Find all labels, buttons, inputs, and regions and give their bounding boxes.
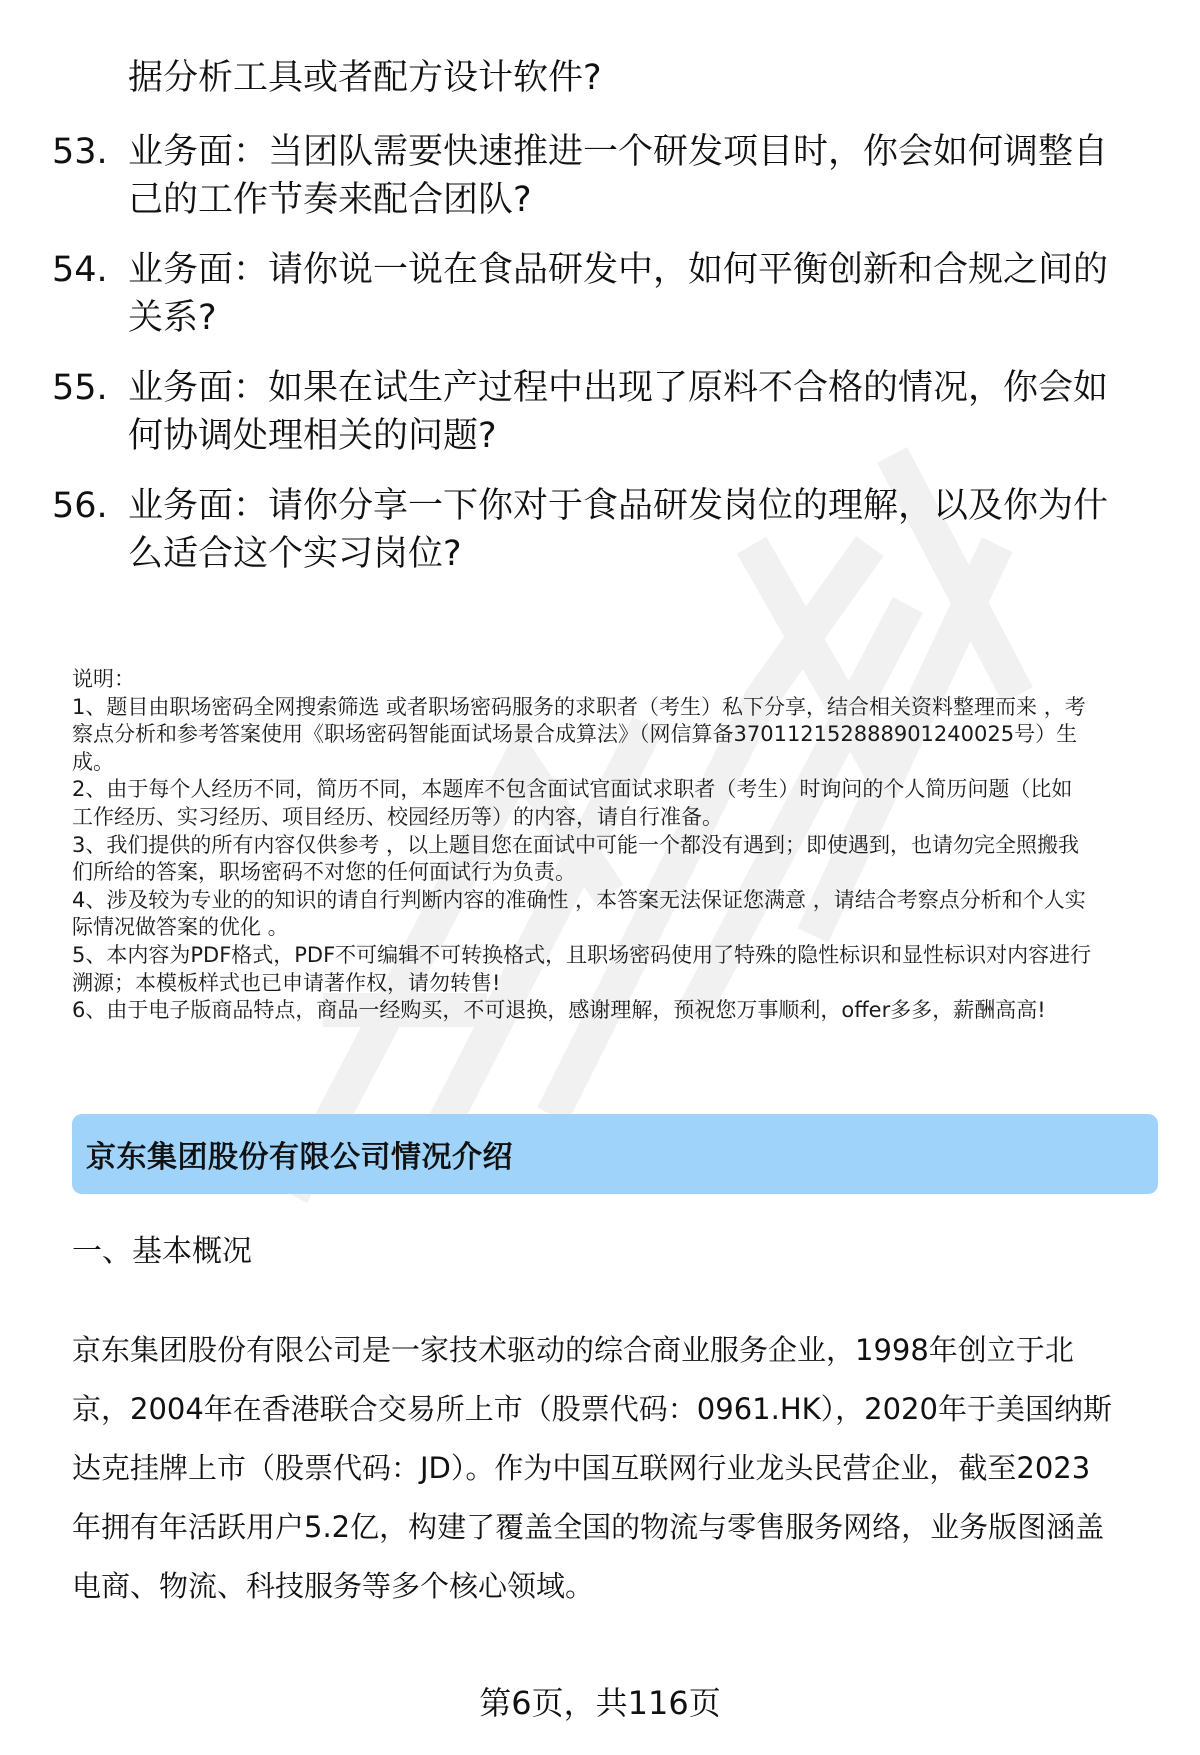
notes-line: 3、我们提供的所有内容仅供参考 ，以上题目您在面试中可能一个都没有遇到；即使遇到，也请勿完全照搬我 [72,832,1080,857]
notes-line: 工作经历、实习经历、项目经历、校园经历等）的内容，请自行准备。 [72,804,723,829]
question-number: 55. [52,368,108,408]
question-line: 业务面：请你分享一下你对于食品研发岗位的理解，以及你为什 [128,486,1109,526]
subheading-basic-overview: 一、基本概况 [72,1234,252,1269]
notes-title: 说明： [72,667,135,691]
paragraph-line: 京东集团股份有限公司是一家技术驱动的综合商业服务企业，1998年创立于北 [72,1333,1074,1367]
paragraph-line: 年拥有年活跃用户5.2亿，构建了覆盖全国的物流与零售服务网络，业务版图涵盖 [72,1510,1105,1544]
question-number: 54. [52,250,108,290]
company-overview-paragraph [72,1321,1162,1616]
question-line: 据分析工具或者配方设计软件? [128,58,602,98]
section-title: 京东集团股份有限公司情况介绍 [86,1140,513,1175]
paragraph-line: 京，2004年在香港联合交易所上市（股票代码：0961.HK），2020年于美国纳斯 [72,1392,1112,1426]
notes-line: 4、涉及较为专业的的知识的请自行判断内容的准确性 ，本答案无法保证您满意 ，请结合考察点分析和个人实 [72,887,1086,912]
page-number: 第6页，共116页 [479,1684,721,1722]
question-line: 业务面：请你说一说在食品研发中，如何平衡创新和合规之间的 [128,250,1109,290]
notes-line: 溯源；本模板样式也已申请著作权，请勿转售! [72,970,501,995]
paragraph-line: 电商、物流、科技服务等多个核心领域。 [72,1569,595,1603]
notes-line: 们所给的答案，职场密码不对您的任何面试行为负责。 [72,860,576,885]
question-number: 53. [52,132,108,172]
notes-line: 察点分析和参考答案使用《职场密码智能面试场景合成算法》（网信算备370112152888901240025号）生 [72,722,1078,747]
question-line: 业务面：当团队需要快速推进一个研发项目时，你会如何调整自 [128,132,1109,172]
notes-line: 2、由于每个人经历不同，简历不同，本题库不包含面试官面试求职者（考生）时询问的个人简历问题（比如 [72,777,1073,802]
notes-line: 5、本内容为PDF格式，PDF不可编辑不可转换格式，且职场密码使用了特殊的隐性标识和显性标识对内容进行 [72,942,1092,967]
paragraph-line: 达克挂牌上市（股票代码：JD）。作为中国互联网行业龙头民营企业，截至2023 [72,1451,1091,1485]
question-line: 己的工作节奏来配合团队? [128,180,532,220]
question-line: 么适合这个实习岗位? [128,534,462,574]
notes-line: 际情况做答案的优化 。 [72,915,289,940]
question-number: 56. [52,486,108,526]
notes-line: 成。 [72,749,114,774]
question-line: 业务面：如果在试生产过程中出现了原料不合格的情况，你会如 [128,368,1109,408]
notes-line: 6、由于电子版商品特点，商品一经购买，不可退换，感谢理解，预祝您万事顺利，offer多多，薪酬高高! [72,998,1046,1023]
question-line: 何协调处理相关的问题? [128,416,497,456]
notes-line: 1、题目由职场密码全网搜索筛选 或者职场密码服务的求职者（考生）私下分享，结合相关资料整理而来 ，考 [72,694,1086,719]
section-header [72,1114,1158,1194]
disclaimer-notes [72,666,1152,1025]
question-line: 关系? [128,298,217,338]
